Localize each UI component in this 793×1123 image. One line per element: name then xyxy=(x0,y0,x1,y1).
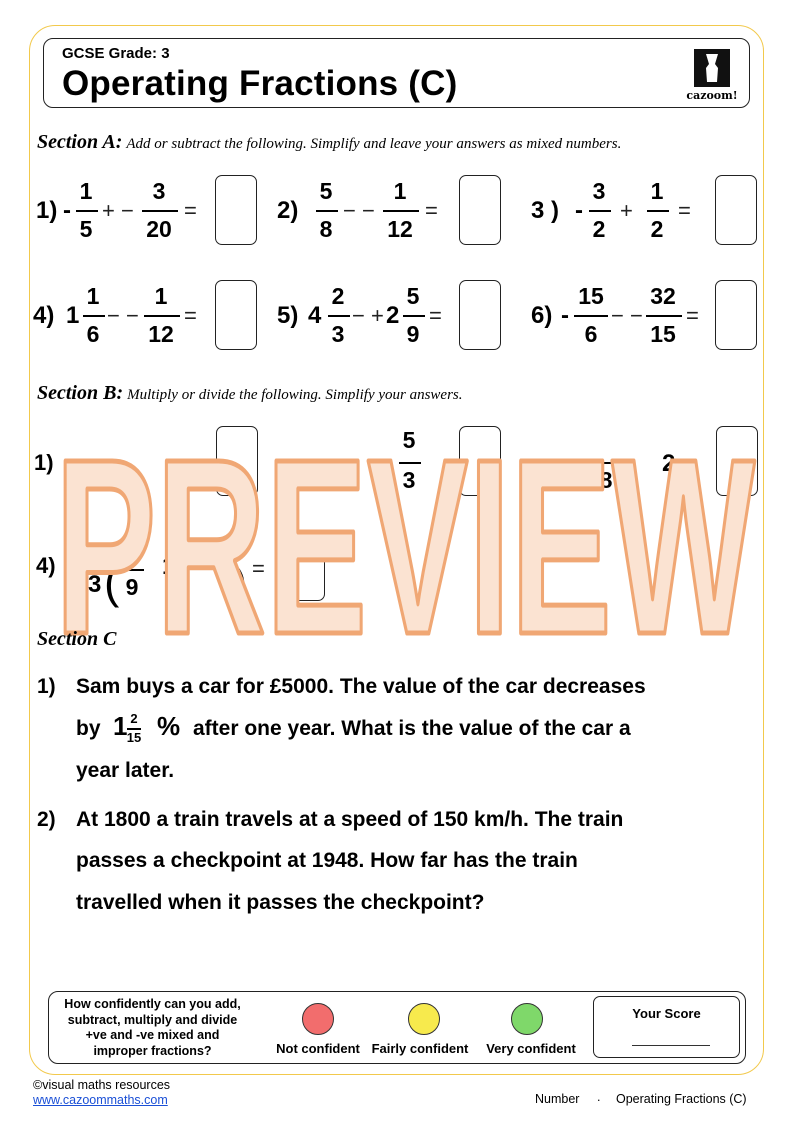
numerator: 2 xyxy=(331,283,345,309)
fraction-bar xyxy=(144,315,180,317)
fraction-bar xyxy=(383,210,419,212)
sign: - xyxy=(575,197,583,224)
percentage-numerator: 2 xyxy=(130,711,138,726)
fraction-bar xyxy=(647,210,669,212)
question-number: 1) xyxy=(36,197,58,224)
denominator: 6 xyxy=(86,321,100,347)
section-c-label: Section C xyxy=(37,628,117,650)
fraction-bar xyxy=(142,210,178,212)
denominator: 20 xyxy=(146,216,172,242)
watermark-text: PREVIEW xyxy=(55,418,756,648)
denominator: 10 xyxy=(91,467,117,493)
question-number: 2) xyxy=(37,808,56,831)
numerator: 32 xyxy=(650,283,676,309)
denominator: 6 xyxy=(584,321,598,347)
answer-box[interactable] xyxy=(716,426,758,496)
number: 2 xyxy=(662,450,676,477)
numerator: 1 xyxy=(154,283,168,309)
numerator: 3 xyxy=(592,178,606,204)
fairly-confident-label: Fairly confident xyxy=(371,1041,469,1056)
denominator: 8 xyxy=(319,216,333,242)
numerator: 1 xyxy=(393,178,407,204)
cazoom-logo-icon xyxy=(681,46,743,90)
fraction-bar xyxy=(76,210,98,212)
cazoom-logo xyxy=(681,46,743,104)
numerator: 5 xyxy=(406,283,420,309)
section-b-label: Section B: xyxy=(37,382,124,404)
percentage-whole: 1 xyxy=(113,711,128,741)
equals-sign: = xyxy=(686,303,699,328)
fraction-bar xyxy=(122,569,144,571)
section-b-heading xyxy=(37,382,463,405)
very-confident-label: Very confident xyxy=(486,1041,576,1056)
question-number: 6) xyxy=(531,302,553,329)
equals-sign: = xyxy=(184,198,197,223)
numerator: 4 xyxy=(125,537,139,563)
answer-box[interactable] xyxy=(283,531,325,601)
denominator: 12 xyxy=(387,216,413,242)
whole-number: 1 xyxy=(66,302,80,329)
answer-box[interactable] xyxy=(216,426,258,496)
fraction-bar xyxy=(646,315,682,317)
score-label: Your Score xyxy=(632,1006,701,1021)
answer-box[interactable] xyxy=(459,280,501,350)
section-c-heading xyxy=(37,628,116,651)
operator: + xyxy=(620,198,633,223)
question-number: 1) xyxy=(34,450,54,475)
question-number: 5) xyxy=(277,302,299,329)
score-line xyxy=(632,1045,710,1046)
section-a-label: Section A: xyxy=(37,131,123,153)
grade-label: GCSE Grade: 3 xyxy=(62,45,170,62)
numerator: 1 xyxy=(86,283,100,309)
answer-box[interactable] xyxy=(459,426,501,496)
numerator: 1 xyxy=(650,178,664,204)
operator: − − xyxy=(107,303,139,328)
fraction-bar xyxy=(589,210,611,212)
fraction-bar xyxy=(316,210,338,212)
numerator: 5 xyxy=(319,178,333,204)
page-title: Operating Fractions (C) xyxy=(62,64,458,103)
not-confident-circle[interactable] xyxy=(302,1003,334,1035)
whole-number: 4 xyxy=(308,302,322,329)
operator: + − xyxy=(102,198,134,223)
logo-text: cazoom! xyxy=(686,89,738,102)
section-b-instruction: Multiply or divide the following. Simplify your answers. xyxy=(127,387,463,403)
fraction-bar xyxy=(596,462,618,464)
not-confident-label: Not confident xyxy=(276,1041,360,1056)
question-number: 3 ) xyxy=(531,197,560,224)
denominator: 15 xyxy=(650,321,676,347)
website-link[interactable]: www.cazoommaths.com xyxy=(33,1093,168,1107)
numerator: 5 xyxy=(402,427,416,453)
denominator: 5 xyxy=(79,216,93,242)
fraction-bar xyxy=(403,315,425,317)
sign: - xyxy=(561,302,569,329)
equals-sign: = xyxy=(184,303,197,328)
footer-worksheet: Operating Fractions (C) xyxy=(616,1092,747,1106)
equals-sign: = xyxy=(429,303,442,328)
footer-topic: Number xyxy=(535,1092,580,1106)
operator: − + xyxy=(352,303,384,328)
question-text-line: travelled when it passes the checkpoint? xyxy=(76,891,485,914)
website-link-wrap xyxy=(33,1093,168,1107)
very-confident-circle[interactable] xyxy=(511,1003,543,1035)
operator: − − xyxy=(343,198,375,223)
answer-box[interactable] xyxy=(215,280,257,350)
question-text-line: by xyxy=(76,717,101,740)
section-a-instruction: Add or subtract the following. Simplify and leave your answers as mixed numbers. xyxy=(126,136,622,152)
percent-sign: % xyxy=(157,711,181,741)
fairly-confident-circle[interactable] xyxy=(408,1003,440,1035)
denominator: 8 xyxy=(599,467,613,493)
footer-separator: . xyxy=(597,1090,601,1104)
denominator: 3 xyxy=(331,321,345,347)
confidence-question: How confidently can you add, subtract, multiply and divide +ve and -ve mixed and improper fractions? xyxy=(64,997,241,1058)
copyright: ©visual maths resources xyxy=(33,1078,171,1092)
question-text-line: year later. xyxy=(76,759,175,782)
answer-box[interactable] xyxy=(215,175,257,245)
question-number: 4) xyxy=(33,302,55,329)
fraction-bar xyxy=(399,462,421,464)
fraction-bar xyxy=(574,315,608,317)
numerator: 3 xyxy=(152,178,166,204)
fraction-bar xyxy=(323,462,345,464)
equals-sign: = xyxy=(252,556,265,581)
question-text-line: Sam buys a car for £5000. The value of the car decreases xyxy=(76,675,646,698)
sign: - xyxy=(63,197,71,224)
equals-sign: = xyxy=(678,198,691,223)
left-bracket: ( xyxy=(104,556,120,608)
right-bracket: ) xyxy=(232,556,248,608)
denominator: 9 xyxy=(406,321,420,347)
question-number: 4) xyxy=(36,553,56,578)
question-text-line: At 1800 a train travels at a speed of 150 km/h. The train xyxy=(76,808,624,831)
denominator: 9 xyxy=(125,574,139,600)
denominator: 12 xyxy=(148,321,174,347)
numerator: 15 xyxy=(578,283,604,309)
answer-box[interactable] xyxy=(459,175,501,245)
question-text-line: passes a checkpoint at 1948. How far has the train xyxy=(76,849,578,872)
fraction-bar xyxy=(88,462,124,464)
equals-sign: = xyxy=(425,198,438,223)
numerator: 1 xyxy=(79,178,93,204)
percentage-denominator: 15 xyxy=(126,730,142,745)
denominator: 2 xyxy=(650,216,664,242)
whole-number: 3 xyxy=(88,571,102,598)
denominator: 2 xyxy=(592,216,606,242)
denominator: 7 xyxy=(326,467,340,493)
denominator: 3 xyxy=(402,467,416,493)
operator: − − xyxy=(611,303,643,328)
section-a-heading xyxy=(37,131,621,154)
fraction-bar xyxy=(83,315,105,317)
question-text-line: after one year. What is the value of the car a xyxy=(193,717,631,740)
fraction-bar xyxy=(328,315,350,317)
answer-box[interactable] xyxy=(715,175,757,245)
number: 1 xyxy=(162,553,176,580)
question-number: 1) xyxy=(37,675,56,698)
whole-number: 2 xyxy=(386,302,400,329)
question-number: 2) xyxy=(277,197,299,224)
answer-box[interactable] xyxy=(715,280,757,350)
